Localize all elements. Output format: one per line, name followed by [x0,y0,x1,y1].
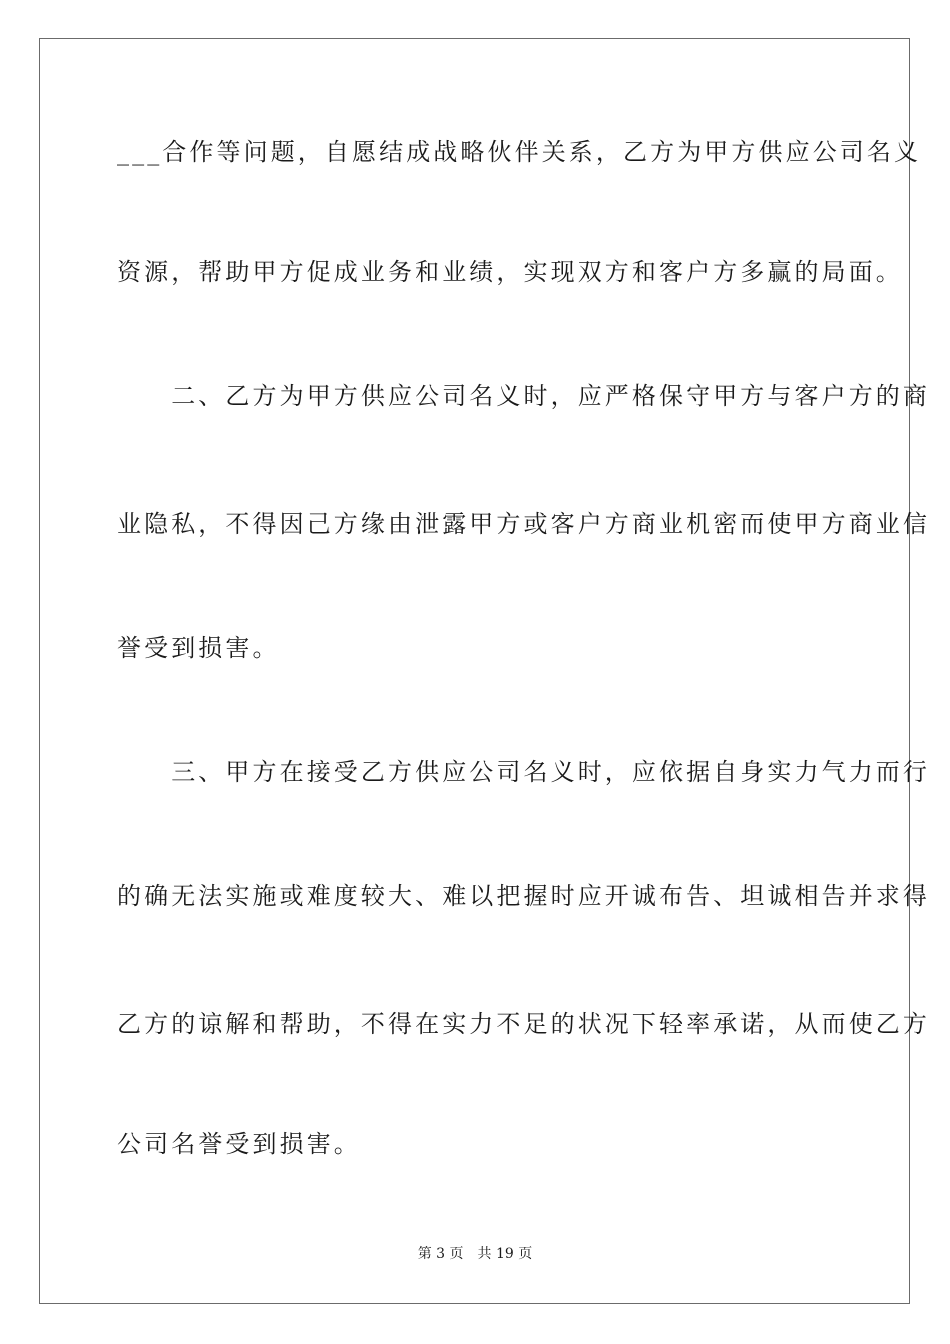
body-line-4: 业隐私，不得因己方缘由泄露甲方或客户方商业机密而使甲方商业信 [117,510,930,538]
body-line-2: 资源，帮助甲方促成业务和业绩，实现双方和客户方多赢的局面。 [117,258,903,286]
body-line-7: 的确无法实施或难度较大、难以把握时应开诚布告、坦诚相告并求得 [117,882,930,910]
page-border [39,38,930,1304]
body-line-3: 二、乙方为甲方供应公司名义时，应严格保守甲方与客户方的商 [117,382,930,410]
page-number: 第 3 页 [417,1246,464,1262]
body-line-9: 公司名誉受到损害。 [117,1130,361,1158]
page-footer [0,1245,950,1263]
body-line-5: 誉受到损害。 [117,634,280,662]
body-line-8: 乙方的谅解和帮助，不得在实力不足的状况下轻率承诺，从而使乙方 [117,1010,930,1038]
page-total: 共 19 页 [477,1246,533,1262]
body-line-1: ___合作等问题，自愿结成战略伙伴关系，乙方为甲方供应公司名义 [117,138,922,166]
body-line-6: 三、甲方在接受乙方供应公司名义时，应依据自身实力气力而行 [117,758,930,786]
